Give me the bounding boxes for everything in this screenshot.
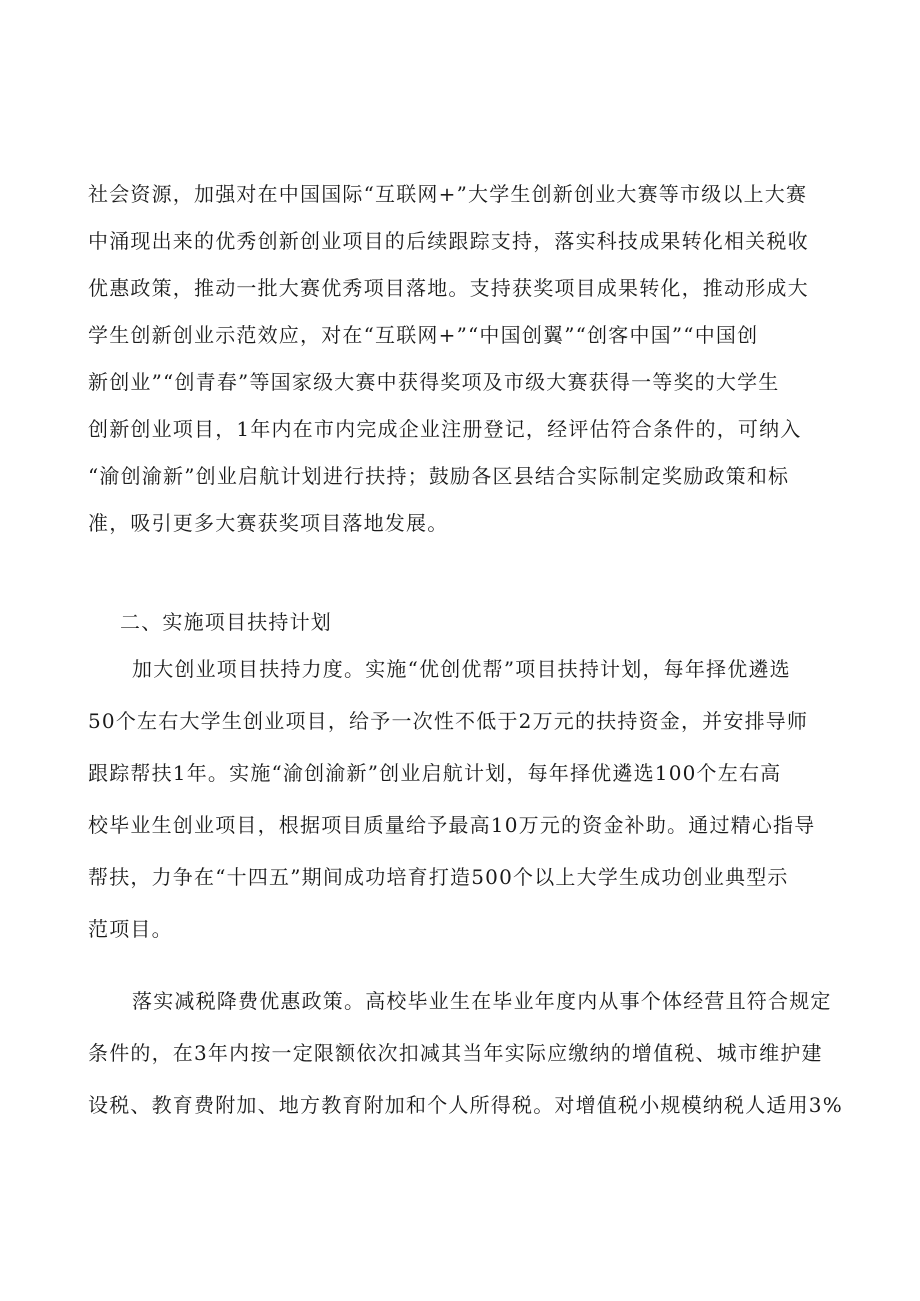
paragraph-line: 落实减税降费优惠政策。高校毕业生在毕业年度内从事个体经营且符合规定 bbox=[132, 989, 832, 1013]
paragraph-line: 中涌现出来的优秀创新创业项目的后续跟踪支持，落实科技成果转化相关税收 bbox=[88, 229, 809, 253]
section-heading: 二、实施项目扶持计划 bbox=[120, 610, 332, 634]
paragraph-line: 准，吸引更多大赛获奖项目落地发展。 bbox=[88, 511, 449, 535]
paragraph-line: 50个左右大学生创业项目，给予一次性不低于2万元的扶持资金，并安排导师 bbox=[88, 709, 809, 733]
paragraph-line: 社会资源，加强对在中国国际“互联网+”大学生创新创业大赛等市级以上大赛 bbox=[88, 182, 808, 206]
paragraph-line: 帮扶，力争在“十四五”期间成功培育打造500个以上大学生成功创业典型示 bbox=[88, 865, 789, 889]
paragraph-line: 校毕业生创业项目，根据项目质量给予最高10万元的资金补助。通过精心指导 bbox=[88, 813, 816, 837]
paragraph-line: 新创业”“创青春”等国家级大赛中获得奖项及市级大赛获得一等奖的大学生 bbox=[88, 370, 780, 394]
paragraph-line: 优惠政策，推动一批大赛优秀项目落地。支持获奖项目成果转化，推动形成大 bbox=[88, 276, 809, 300]
paragraph-line: 设税、教育费附加、地方教育附加和个人所得税。对增值税小规模纳税人适用3% bbox=[88, 1093, 843, 1117]
paragraph-line: 创新创业项目，1年内在市内完成企业注册登记，经评估符合条件的，可纳入 bbox=[88, 417, 802, 441]
paragraph-line: 加大创业项目扶持力度。实施“优创优帮”项目扶持计划，每年择优遴选 bbox=[132, 657, 791, 681]
paragraph-line: 范项目。 bbox=[88, 917, 173, 941]
paragraph-line: “渝创渝新”创业启航计划进行扶持；鼓励各区县结合实际制定奖励政策和标 bbox=[88, 464, 790, 488]
paragraph-line: 跟踪帮扶1年。实施“渝创渝新”创业启航计划，每年择优遴选100个左右高 bbox=[88, 761, 782, 785]
paragraph-line: 学生创新创业示范效应，对在“互联网+”“中国创翼”“创客中国”“中国创 bbox=[88, 323, 759, 347]
paragraph-line: 条件的，在3年内按一定限额依次扣减其当年实际应缴纳的增值税、城市维护建 bbox=[88, 1041, 823, 1065]
